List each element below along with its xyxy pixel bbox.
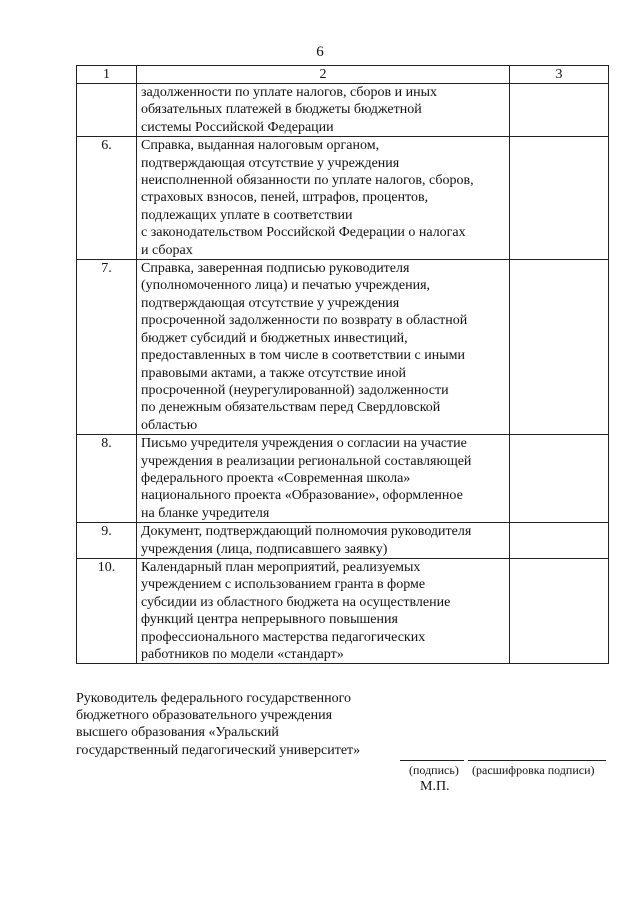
row-number: 8. — [77, 435, 137, 523]
signatory-line: высшего образования «Уральский — [76, 725, 279, 741]
description-line: работников по модели «стандарт» — [141, 647, 344, 662]
table-row — [77, 558, 609, 663]
document-description — [137, 260, 510, 435]
description-line: профессионального мастерства педагогических — [141, 629, 426, 645]
signatory-line: Руководитель федерального государственного — [76, 691, 352, 706]
description-line: на бланке учредителя — [141, 505, 270, 521]
document-description — [137, 435, 510, 523]
description-line: задолженности по уплате налогов, сборов и иных — [141, 85, 438, 100]
row-number: 10. — [77, 558, 137, 663]
column-3-cell — [510, 435, 609, 523]
description-line: с законодательством Российской Федерации о налогах — [141, 225, 466, 241]
row-number: 9. — [77, 523, 137, 559]
signature-decoding-caption: (расшифровка подписи) — [472, 763, 595, 777]
description-line: функций центра непрерывного повышения — [141, 612, 398, 628]
column-3-cell — [510, 523, 609, 559]
row-number: 7. — [77, 260, 137, 435]
description-line: неисполненной обязанности по уплате налогов, сборов, — [141, 173, 474, 189]
description-line: обязательных платежей в бюджеты бюджетной — [141, 102, 422, 118]
document-description — [137, 558, 510, 663]
table-row — [77, 435, 609, 523]
column-header: 1 — [77, 66, 137, 84]
table-row — [77, 84, 609, 137]
document-description — [137, 137, 510, 260]
description-line: федерального проекта «Современная школа» — [141, 470, 411, 486]
description-line: национального проекта «Образование», оформленное — [141, 488, 463, 504]
column-3-cell — [510, 558, 609, 663]
table-row — [77, 137, 609, 260]
documents-table — [76, 65, 609, 664]
signature-line — [400, 760, 464, 761]
stamp-place: М.П. — [420, 779, 450, 794]
description-line: бюджет субсидий и бюджетных инвестиций, — [141, 330, 408, 346]
document-description — [137, 84, 510, 137]
signatory-line: бюджетного образовательного учреждения — [76, 708, 333, 724]
description-line: Справка, заверенная подписью руководителя — [141, 261, 410, 277]
signatory-block — [76, 690, 360, 759]
column-3-cell — [510, 260, 609, 435]
row-number: 6. — [77, 137, 137, 260]
description-line: учреждения в реализации региональной составляющей — [141, 453, 472, 469]
row-number — [77, 84, 137, 137]
table-header-row — [77, 66, 609, 84]
column-3-cell — [510, 137, 609, 260]
description-line: просроченной (неурегулированной) задолженности — [141, 382, 449, 398]
description-line: подтверждающая отсутствие у учреждения — [141, 295, 400, 311]
description-line: Документ, подтверждающий полномочия руководителя — [141, 524, 472, 540]
signature-decoding-line — [468, 760, 606, 761]
description-line: Справка, выданная налоговым органом, — [141, 138, 380, 154]
column-3-cell — [510, 84, 609, 137]
description-line: учреждением с использованием гранта в форме — [141, 577, 426, 593]
description-line: просроченной задолженности по возврату в областной — [141, 313, 468, 329]
table-body — [77, 84, 609, 664]
description-line: Календарный план мероприятий, реализуемых — [141, 559, 421, 575]
description-line: правовыми актами, а также отсутствие иной — [141, 365, 407, 381]
document-description — [137, 523, 510, 559]
description-line: подтверждающая отсутствие у учреждения — [141, 155, 400, 171]
description-line: областью — [141, 417, 198, 433]
signatory-line: государственный педагогический университет» — [76, 742, 361, 758]
description-line: предоставленных в том числе в соответствии с иными — [141, 348, 465, 364]
description-line: по денежным обязательствам перед Свердловской — [141, 400, 441, 416]
description-line: субсидии из областного бюджета на осуществление — [141, 594, 451, 610]
description-line: подлежащих уплате в соответствии — [141, 207, 353, 223]
description-line: и сборах — [141, 242, 193, 258]
signature-caption: (подпись) — [409, 763, 459, 777]
column-header: 3 — [510, 66, 609, 84]
description-line: (уполномоченного лица) и печатью учреждения, — [141, 278, 431, 294]
table-row — [77, 523, 609, 559]
description-line: учреждения (лица, подписавшего заявку) — [141, 541, 388, 557]
description-line: страховых взносов, пеней, штрафов, процентов, — [141, 190, 429, 206]
page-number: 6 — [316, 44, 324, 60]
table-row — [77, 260, 609, 435]
column-header: 2 — [137, 66, 510, 84]
description-line: Письмо учредителя учреждения о согласии на участие — [141, 436, 467, 452]
description-line: системы Российской Федерации — [141, 119, 334, 135]
